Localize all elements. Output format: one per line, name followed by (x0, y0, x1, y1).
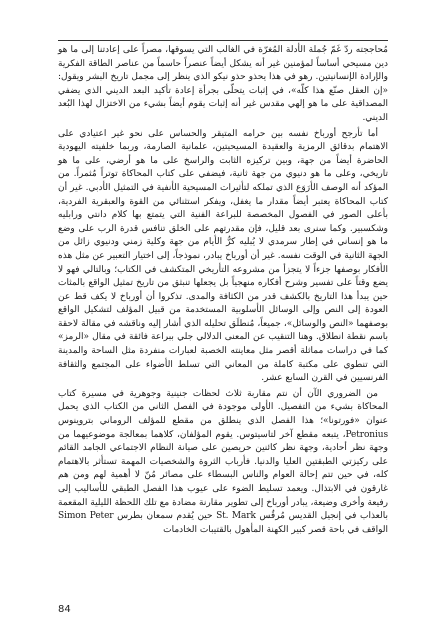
paragraph-3: من الضروري الآن أن نتم مقاربة ثلاث لحظات جنينية وجوهرية في مسيرة كتاب المحاكاة بشيء من التفصيل. الأولى موجودة في الفصل الثاني من الكتاب الذي يحمل عنوان «فورتونا»؛ هذا الفصل الذي ينطلق من مقطع للمؤلف الروماني بتروينوس Petronius، يتبعه مقطع آخر لتاسيتوس. يقوم المؤلفان، كلاهما بمعالجة موضوعيهما من وجهة نظر أحادية، وجهة نظر كائنين حريصين على صيانة النظام الاجتماعي الجامد القائم على ركيزتي الطبقتين العليا والدنيا. فأرباب الثروة والشخصيات المهمة تستأثر بالاهتمام كله، في حين تتم إحالة العوام والناس البسطاء على مصائر مُنّ لا أهمية لهم ومن هم غارقون في الابتذال. ويعمد تسليط الضوء على عيوب هذا الفصل الطبقي للأساليب إلى رفيعة وأخرى وضيعة، يبادر أورباخ إلى تطوير مقارنة مضادة مع تلك اللحظة الليلية المقعمة بالعذاب في إنجيل القديس مُرقُس St. Mark حين يُقدم سمعان بطرس Simon Peter الواقف في باحة قصر كبير الكهنة المأهول بالقتيبات الخادمات (58, 388, 388, 535)
page-number: 84 (58, 604, 71, 615)
paragraph-2: أما تأرجح أورباخ نفسه بين حرامه المتيقر والحساس على نحو غير اعتيادي على الاهتمام بدقائق الرمزية والعقيدة المسيحيتين، علمانية الصارمة، وربما خلفيته اليهودية الحاضرة أيضاً من جهة، وبين تركيزه الثابت والراسخ على ما هو أرضي، على ما هو تاريخي، وعلى ما هو دنيوي من جهة ثانية، فيضفي على كتاب المحاكاة توتراً مُثمراً. من المؤكد أنه الوصف الأرَوَع الذي تملكه لتأثيرات المسيحية الأنفية في التمثيل الأدبي. غير أن كتاب المحاكاة يعتبر أيضاً مقدار ما يغفل، ويفكر استثنائي من القوة والعبقرية الفردية، بأعلى الصور في الفصول المخصصة للبراعة الفنية التي يتمتع بها كلام دانتي ورابليه وشكسبير. وكما سنرى بعد قليل، فإن مقدرتهم على الخلق تنافس قدرة الرب على وضع ما هو إنساني في إطار سرمدي لا يُبليه كرُّ الأيام من جهة وكلية زمني ودنيوي زائل من الجهة الثانية في الوقت نفسه. غير أن أورباخ يبادر، نموذجاً، إلى اختيار التعبير عن مثل هذه الأفكار بوصفها جزءاً لا يتجزأ من مشروعه التأريخي المتكشف في الكتاب؛ وبالتالي فهو لا يضع وقتاً على تفسير وشرح أفكاره منهجياً بل يجعلها تنبثق من تاريخ تمثيل الواقع بالمثات حين يبدأ هذا التاريخ بالكشف قدر من الكثافة والمدى. تذكروا أن أورباخ لا يكف قط عن العودة إلى النص وإلى الوسائل الأسلوبية المستخدمة من قبيل المؤلف لتشكيل الواقع بوصفهما «النص والوسائل»، جميعاً، مُنطلَق تحليله الذي أشار إليه وناقشه في مقالة لاحقة باسم نقطة انطلاق. وهنا التنقيب عن المعنى الدلالي جلي ببراعة فائقة في مقال «الرمز» كما في دراسات مماثلة أقصر مثل معاينته الخصبة لعبارات منفردة مثل الساحة والمدينة التي تنطوي على مكتبة كاملة من المعاني التي تسلط الأضواء على المجتمع والثقافة الفرنسيين في القرن السابع عشر. (58, 128, 388, 384)
document-page (58, 0, 388, 640)
paragraph-1: مُحاججته ردّ غَمّ جُملة الأدلة المُغرّة في الغالب التي يسوقها، مصراً على إعادتنا إلى ما هو دين مسيحي أساساً لمؤمنين غير أنه يشكل أيضاً عنصراً حاسماً من عناصر الطاقة الفكرية والإرادة الإنسانيتين. رهو في هذا يحذو حذو نيكو الذي ينظر إلى مجمل تاريخ البشر ويقول: «إن العقل صنّع هذا كلّه»، في إثبات يتحلّى بجرأة إعادة تأكيد البعد الديني الذي يضفي المصداقية على ما هو إلهي مقدس غير أنه إثبات يقوم أيضاً بشيء من الاختزال لهذا البُعد الديني. (58, 45, 388, 123)
body-text (58, 44, 388, 539)
header-rule (58, 40, 388, 41)
